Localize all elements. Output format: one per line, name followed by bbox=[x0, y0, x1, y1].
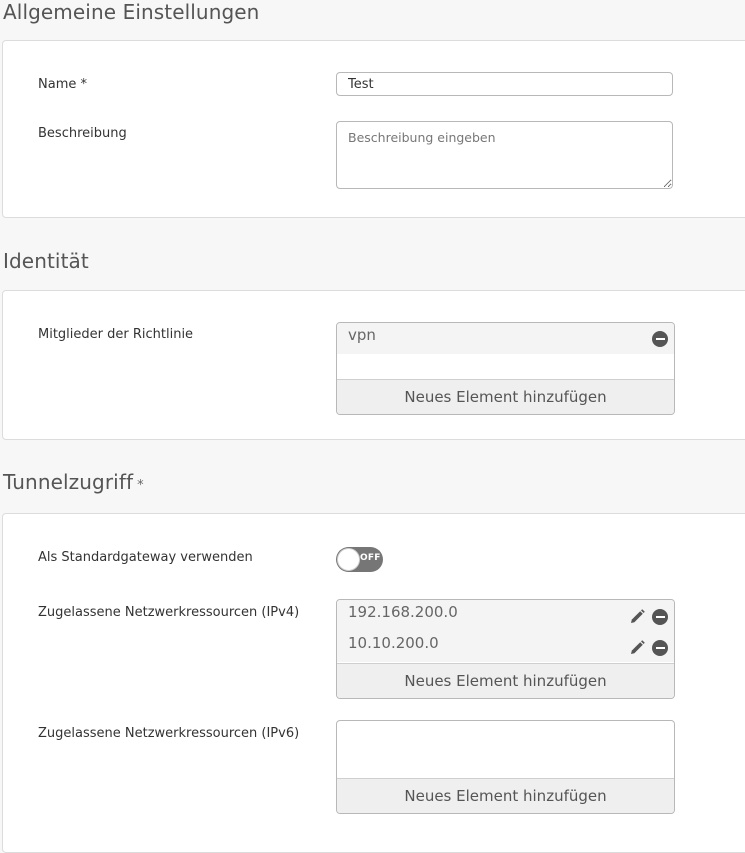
toggle-knob bbox=[337, 548, 360, 571]
default-gateway-toggle[interactable] bbox=[336, 547, 383, 572]
add-member-button[interactable]: Neues Element hinzufügen bbox=[337, 379, 674, 414]
list-item bbox=[337, 631, 674, 662]
pencil-icon[interactable] bbox=[628, 639, 646, 657]
required-mark: * bbox=[137, 478, 144, 493]
members-label: Mitglieder der Richtlinie bbox=[38, 327, 194, 342]
remove-circle-icon[interactable] bbox=[652, 609, 668, 625]
section-title-identity: Identität bbox=[3, 249, 89, 273]
section-title-tunnel bbox=[3, 470, 144, 494]
section-title-general: Allgemeine Einstellungen bbox=[3, 0, 260, 24]
description-textarea[interactable] bbox=[336, 121, 673, 189]
ipv4-list bbox=[336, 599, 675, 699]
description-label: Beschreibung bbox=[38, 126, 127, 141]
gateway-label: Als Standardgateway verwenden bbox=[38, 550, 253, 565]
members-list bbox=[336, 322, 675, 415]
add-ipv4-button[interactable]: Neues Element hinzufügen bbox=[337, 663, 674, 698]
ipv4-label: Zugelassene Netzwerkressourcen (IPv4) bbox=[38, 605, 300, 620]
ipv6-list bbox=[336, 720, 675, 814]
general-settings-card bbox=[2, 40, 745, 218]
add-ipv6-button[interactable]: Neues Element hinzufügen bbox=[337, 778, 674, 813]
remove-circle-icon[interactable] bbox=[652, 331, 668, 347]
pencil-icon[interactable] bbox=[628, 608, 646, 626]
ipv6-label: Zugelassene Netzwerkressourcen (IPv6) bbox=[38, 726, 300, 741]
identity-card bbox=[2, 290, 745, 440]
list-item bbox=[337, 600, 674, 631]
name-input[interactable] bbox=[336, 72, 673, 96]
list-item bbox=[337, 323, 674, 354]
name-label: Name * bbox=[38, 77, 87, 92]
tunnel-access-card bbox=[2, 513, 745, 853]
ipv4-item-label: 10.10.200.0 bbox=[348, 634, 439, 652]
member-item-label: vpn bbox=[348, 326, 376, 344]
remove-circle-icon[interactable] bbox=[652, 640, 668, 656]
tunnel-title-text: Tunnelzugriff bbox=[3, 470, 134, 494]
toggle-state-label: OFF bbox=[360, 553, 381, 563]
ipv4-item-label: 192.168.200.0 bbox=[348, 603, 458, 621]
